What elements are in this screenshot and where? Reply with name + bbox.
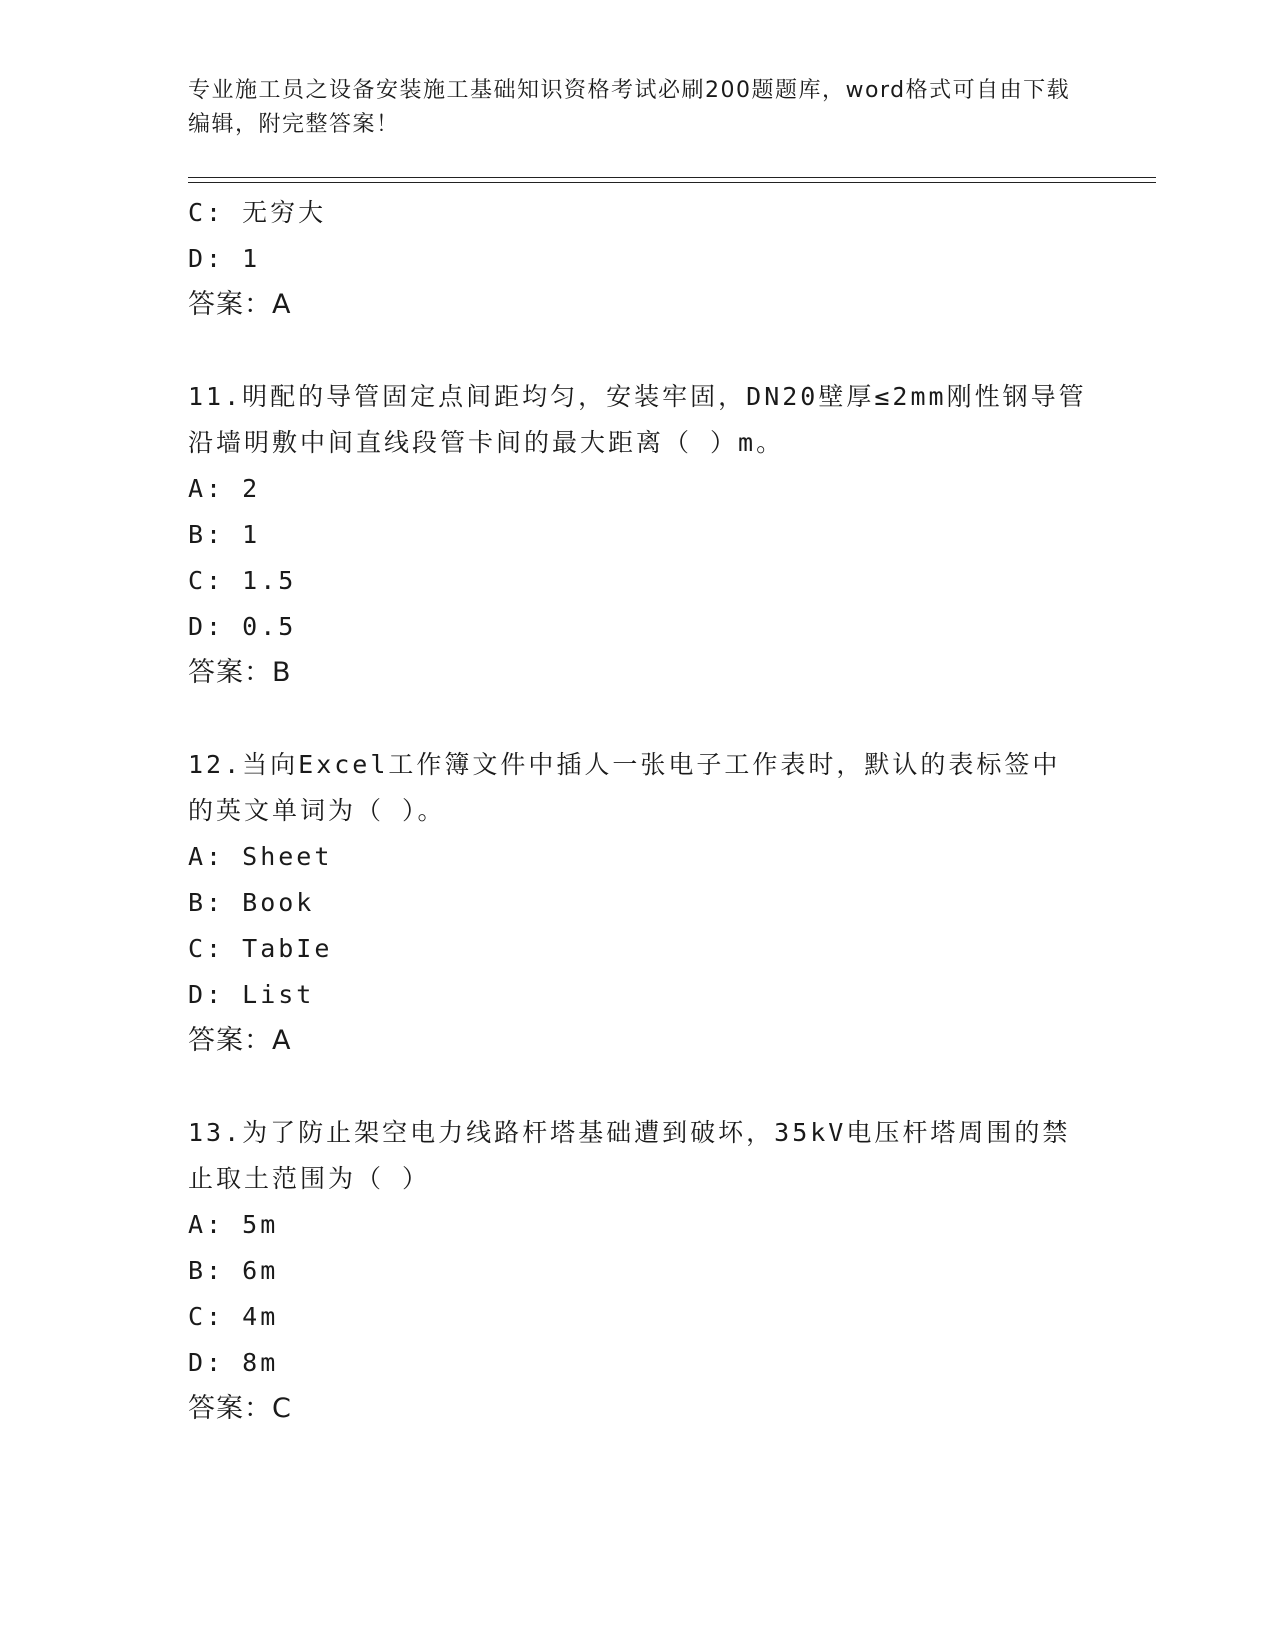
option-c: C: 1.5 xyxy=(188,566,297,595)
question-text: 13.为了防止架空电力线路杆塔基础遭到破坏，35kV电压杆塔周围的禁止取土范围为（ ） xyxy=(188,1118,1071,1193)
previous-question-tail xyxy=(188,190,1088,328)
question-list xyxy=(188,190,1088,1432)
option-d: D: 8m xyxy=(188,1348,279,1377)
document-header: 专业施工员之设备安装施工基础知识资格考试必刷200题题库，word格式可自由下载编辑，附完整答案！ xyxy=(188,78,1071,137)
option-d: D: 0.5 xyxy=(188,612,297,641)
option-a: A: 2 xyxy=(188,474,261,503)
header-rule-top xyxy=(188,177,1156,178)
option-c: C: 4m xyxy=(188,1302,279,1331)
question-13 xyxy=(188,1110,1088,1432)
option-c: C: TabIe xyxy=(188,934,333,963)
question-11 xyxy=(188,374,1088,696)
answer-line: 答案：A xyxy=(188,289,292,320)
answer-line: 答案：B xyxy=(188,657,292,688)
header-rule-bottom xyxy=(188,182,1156,183)
option-a: A: 5m xyxy=(188,1210,279,1239)
answer-line: 答案：A xyxy=(188,1025,292,1056)
answer-line: 答案：C xyxy=(188,1393,292,1424)
option-d: D: 1 xyxy=(188,244,261,273)
question-text: 12.当向Excel工作簿文件中插人一张电子工作表时，默认的表标签中的英文单词为（ ）。 xyxy=(188,750,1061,825)
option-a: A: Sheet xyxy=(188,842,333,871)
option-c: C: 无穷大 xyxy=(188,198,327,227)
option-b: B: 6m xyxy=(188,1256,279,1285)
option-b: B: Book xyxy=(188,888,315,917)
question-12 xyxy=(188,742,1088,1064)
option-b: B: 1 xyxy=(188,520,261,549)
question-text: 11.明配的导管固定点间距均匀，安装牢固，DN20壁厚≤2mm刚性钢导管沿墙明敷中间直线段管卡间的最大距离（ ）m。 xyxy=(188,382,1087,457)
option-d: D: List xyxy=(188,980,315,1009)
